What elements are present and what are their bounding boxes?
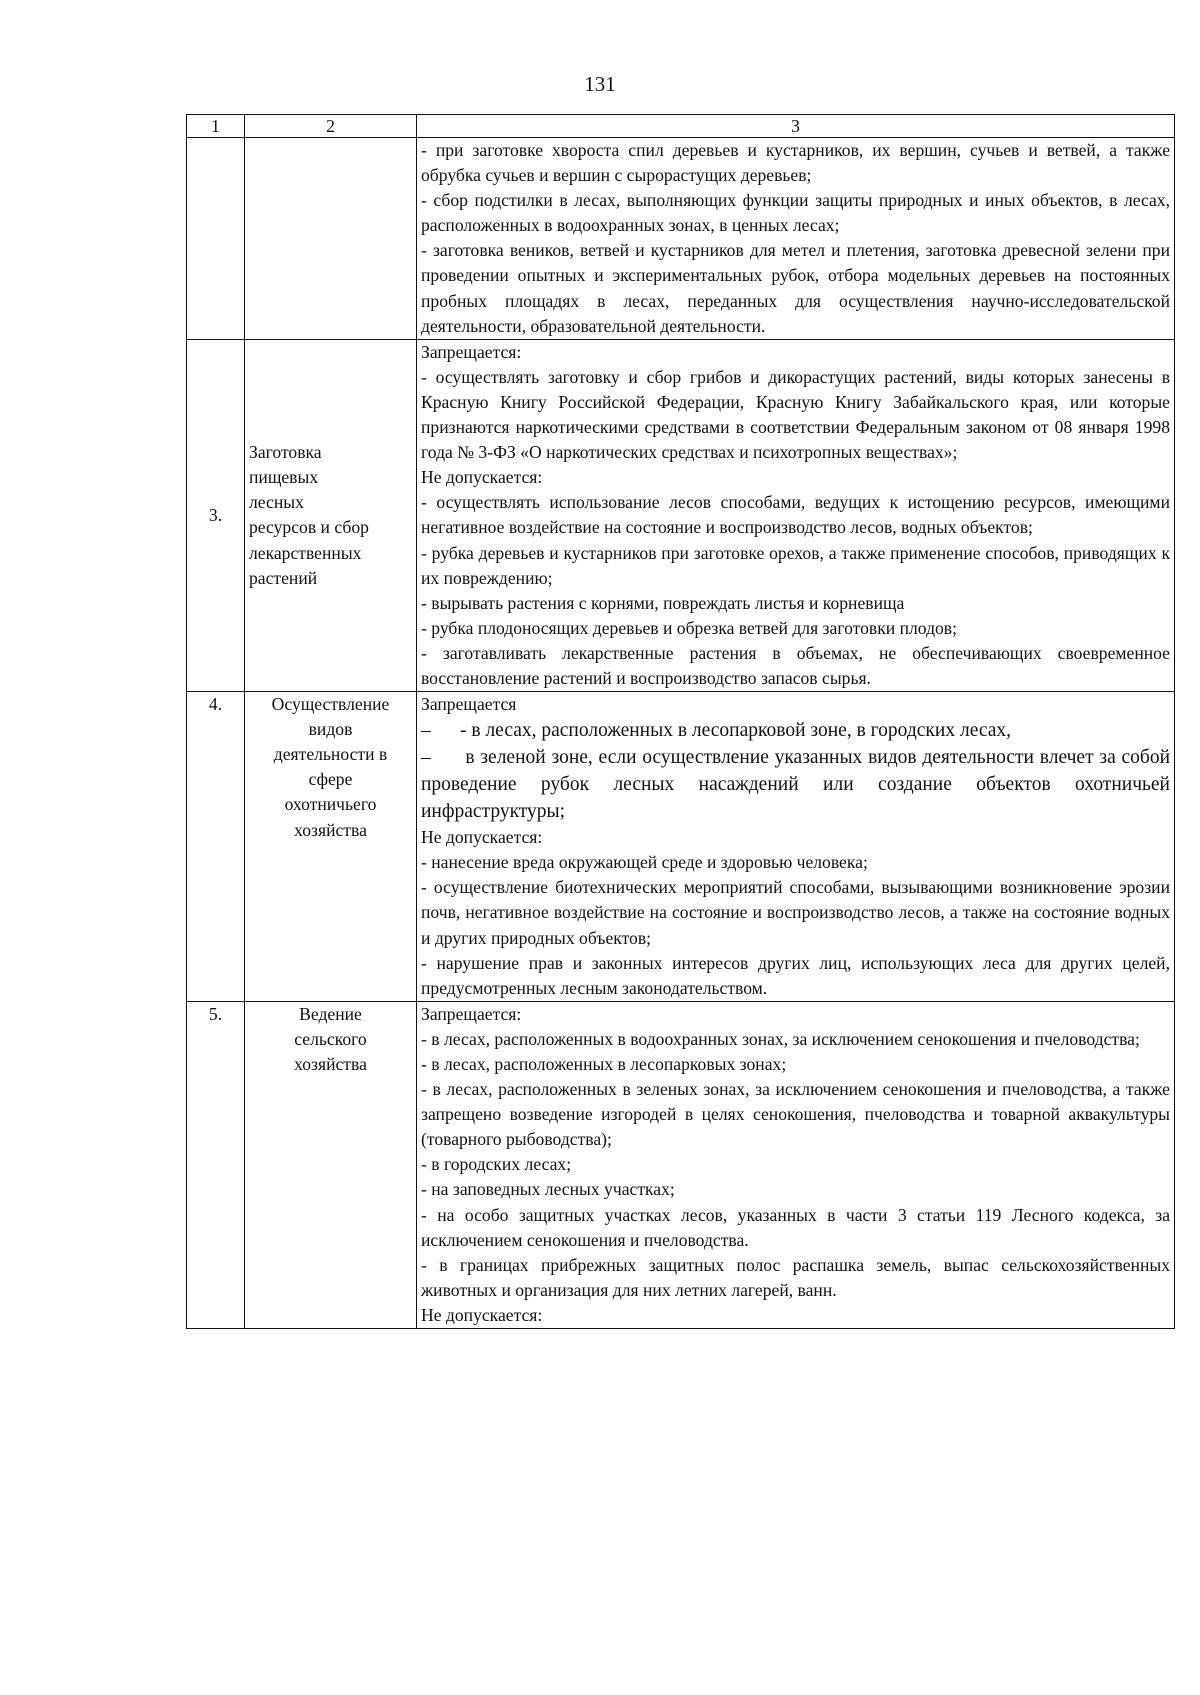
rule-line: - в лесах, расположенных в зеленых зонах, за исключением сенокошения и пчеловодства, а также запрещено возведение изгородей в целях сенокошения, пчеловодства и товарной аквакультуры (товарного рыбоводства);	[421, 1079, 1170, 1150]
header-col-3: 3	[417, 115, 1175, 138]
row-rules	[417, 1001, 1175, 1328]
rule-line: - вырывать растения с корнями, повреждать листья и корневища	[421, 592, 905, 613]
activity-line: лесных	[249, 492, 304, 513]
activity-line: деятельности в	[273, 744, 388, 765]
activity-line: ресурсов и сбор	[249, 517, 369, 538]
rule-line: - в лесах, расположенных в водоохранных зонах, за исключением сенокошения и пчеловодства;	[421, 1028, 1140, 1049]
rule-line: - на особо защитных участках лесов, указанных в части 3 статьи 119 Лесного кодекса, за исключением сенокошения и пчеловодства.	[421, 1204, 1170, 1250]
activity-line: сельского	[294, 1028, 367, 1049]
row-number: 5.	[187, 1001, 245, 1328]
header-col-2: 2	[245, 115, 417, 138]
rule-line: - в границах прибрежных защитных полос распашка земель, выпас сельскохозяйственных животных и организация для них летних лагерей, ванн.	[421, 1254, 1170, 1300]
rule-line: - нанесение вреда окружающей среде и здоровью человека;	[421, 852, 868, 873]
table-row-3	[187, 339, 1175, 691]
rule-line: Запрещается:	[421, 341, 522, 362]
row-activity	[245, 339, 417, 691]
rule-line: Не допускается:	[421, 467, 543, 488]
rule-line: - заготовка веников, ветвей и кустарников для метел и плетения, заготовка древесной зелени при проведении опытных и экспериментальных рубок, отбора модельных деревьев на постоянных пробных площадях в лесах, переданных для осуществления научно-исследовательской деятельности, образовательной деятельности.	[421, 240, 1170, 336]
row-activity	[245, 692, 417, 1002]
rule-line: - в городских лесах;	[421, 1154, 572, 1175]
rule-line: Не допускается:	[421, 827, 543, 848]
rule-line: - в лесах, расположенных в лесопарковых зонах;	[421, 1054, 787, 1074]
row-rules	[417, 339, 1175, 691]
activity-line: растений	[249, 567, 318, 588]
rule-line: - сбор подстилки в лесах, выполняющих функции защиты природных и иных объектов, в лесах, расположенных в водоохранных зонах, в ценных лесах;	[421, 190, 1170, 236]
table-header-row	[187, 115, 1175, 138]
activity-line: лекарственных	[249, 542, 362, 563]
header-col-1: 1	[187, 115, 245, 138]
rule-line: Запрещается	[421, 694, 517, 715]
rule-line: - нарушение прав и законных интересов других лиц, использующих леса для других целей, предусмотренных лесным законодательством.	[421, 952, 1170, 998]
row-rules	[417, 138, 1175, 340]
activity-line: Заготовка	[249, 442, 322, 463]
rule-line: - при заготовке хвороста спил деревьев и кустарников, их вершин, сучьев и ветвей, а также обрубка сучьев и вершин с сырорастущих деревьев;	[421, 140, 1170, 186]
page-number: 131	[584, 72, 616, 96]
activity-line: сфере	[308, 769, 353, 790]
activity-line: хозяйства	[294, 1054, 367, 1074]
activity-line: охотничьего	[284, 794, 377, 815]
rule-line: - осуществлять использование лесов способами, ведущих к истощению ресурсов, имеющими негативное воздействие на состояние и воспроизводство лесов, водных объектов;	[421, 492, 1170, 538]
rule-line: Не допускается:	[421, 1304, 543, 1325]
activity-line: видов	[308, 719, 353, 740]
rule-line: - осуществлять заготовку и сбор грибов и дикорастущих растений, виды которых занесены в Красную Книгу Российской Федерации, Красную Книгу Забайкальского края, или которые признаются наркотическими средствами в соответствии Федеральным законом от 08 января 1998 года № 3-ФЗ «О наркотических средствах и психотропных веществах»;	[421, 366, 1170, 463]
row-number: 4.	[187, 692, 245, 1002]
rule-line: – в зеленой зоне, если осуществление указанных видов деятельности влечет за собой проведение рубок лесных насаждений или создание объектов охотничьей инфраструктуры;	[421, 747, 1175, 823]
table-row-continuation	[187, 138, 1175, 340]
rule-line: - заготавливать лекарственные растения в объемах, не обеспечивающих своевременное восстановление растений и воспроизводство запасов сырья.	[421, 642, 1170, 688]
rule-line: - осуществление биотехнических мероприятий способами, вызывающими возникновение эрозии почв, негативное воздействие на состояние и воспроизводство лесов, а также на состояние водных и других природных объектов;	[421, 877, 1170, 948]
rule-line: - рубка деревьев и кустарников при заготовке орехов, а также применение способов, приводящих к их повреждению;	[421, 542, 1170, 588]
row-rules	[417, 692, 1175, 1002]
table-row-4	[187, 692, 1175, 1002]
activity-line: хозяйства	[294, 819, 367, 840]
regulation-table	[186, 114, 1175, 1329]
rule-line: Запрещается:	[421, 1003, 522, 1024]
row-number	[187, 138, 245, 340]
activity-line: пищевых	[249, 467, 319, 488]
rule-line: - на заповедных лесных участках;	[421, 1179, 675, 1200]
activity-line: Осуществление	[271, 694, 390, 715]
rule-line: – - в лесах, расположенных в лесопарковой зоне, в городских лесах,	[421, 720, 1012, 742]
row-activity	[245, 138, 417, 340]
row-activity	[245, 1001, 417, 1328]
activity-line: Ведение	[299, 1003, 362, 1024]
table-row-5	[187, 1001, 1175, 1328]
row-number: 3.	[187, 339, 245, 691]
rule-line: - рубка плодоносящих деревьев и обрезка ветвей для заготовки плодов;	[421, 617, 958, 638]
